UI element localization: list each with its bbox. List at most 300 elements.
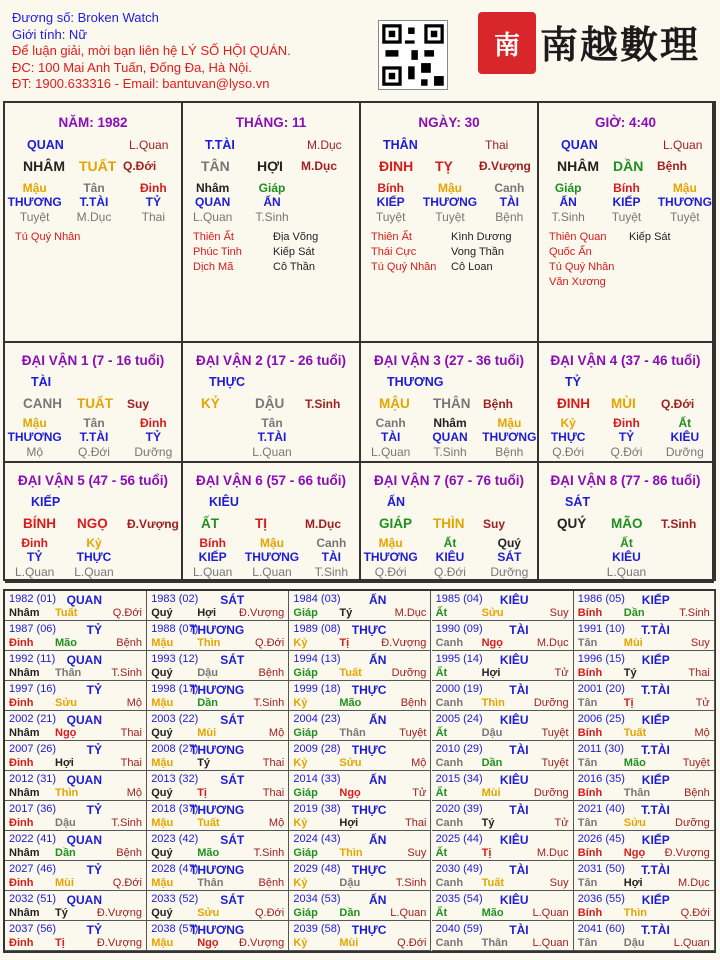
annual-cell bbox=[289, 591, 431, 621]
pillars-grid bbox=[3, 101, 716, 581]
life-stage: M.Dục bbox=[536, 847, 569, 859]
annual-year: 2006 (25) bbox=[577, 713, 625, 725]
annual-cell bbox=[5, 591, 147, 621]
annual-cell bbox=[5, 771, 147, 801]
star-name: Phúc Tinh bbox=[193, 246, 242, 258]
annual-year: 1994 (13) bbox=[293, 653, 341, 665]
luck-title: ĐẠI VẬN 4 (37 - 46 tuổi) bbox=[550, 353, 701, 368]
annual-year: 2040 (59) bbox=[435, 923, 483, 935]
life-stage: Đ.Vượng bbox=[239, 607, 285, 619]
life-stage: Thai bbox=[688, 667, 710, 679]
annual-cell bbox=[289, 711, 431, 741]
annual-year: 2015 (34) bbox=[435, 773, 483, 785]
earth-branch: Tuất bbox=[339, 667, 362, 679]
ten-god: T.TÀI bbox=[641, 923, 670, 937]
annual-cell bbox=[432, 711, 574, 741]
earth-branch: Thân bbox=[197, 877, 224, 889]
ten-god: THƯƠNG bbox=[190, 683, 245, 697]
heaven-stem: Ất bbox=[435, 667, 448, 679]
earth-branch: Thân bbox=[481, 937, 508, 949]
heaven-stem: Nhâm bbox=[9, 727, 40, 739]
ten-god: ẤN bbox=[369, 833, 387, 847]
annual-cell bbox=[432, 831, 574, 861]
annual-year: 1986 (05) bbox=[577, 593, 625, 605]
earth-branch: TUẤT bbox=[79, 158, 117, 174]
heaven-stem: Bính bbox=[577, 907, 603, 919]
hidden-god: THƯƠNG bbox=[482, 430, 537, 444]
stars-list bbox=[15, 230, 95, 245]
life-stage: Tử bbox=[554, 667, 569, 679]
ten-god: TÀI bbox=[509, 863, 529, 877]
star-name: Địa Võng bbox=[273, 231, 319, 243]
hidden-god: KIẾP bbox=[612, 195, 641, 209]
branch-state: Q.Đới bbox=[123, 159, 157, 173]
heaven-stem: NHÂM bbox=[557, 158, 599, 174]
annual-year: 1987 (06) bbox=[9, 623, 57, 635]
ten-god: TỶ bbox=[86, 683, 102, 697]
life-stage: Q.Đới bbox=[254, 907, 285, 919]
ten-god: THƯƠNG bbox=[387, 375, 444, 389]
ten-god: QUAN bbox=[561, 138, 598, 152]
annual-cell bbox=[574, 921, 715, 951]
annual-cell bbox=[432, 651, 574, 681]
heaven-stem: Bính bbox=[577, 727, 603, 739]
hidden-state: Q.Đới bbox=[610, 445, 643, 459]
annual-year: 1993 (12) bbox=[151, 653, 199, 665]
luck-cell bbox=[361, 343, 539, 463]
star-name: Thiên Ất bbox=[371, 231, 412, 243]
life-stage: T.Sinh bbox=[395, 877, 427, 889]
earth-branch: TỴ bbox=[435, 158, 453, 174]
hidden-god: KIẾP bbox=[376, 195, 405, 209]
annual-year: 2028 (47) bbox=[151, 863, 199, 875]
ten-god: T.TÀI bbox=[641, 803, 670, 817]
heaven-stem: Đinh bbox=[9, 937, 34, 949]
annual-cell bbox=[5, 711, 147, 741]
ten-god: THỰC bbox=[351, 743, 387, 757]
annual-year: 2001 (20) bbox=[577, 683, 625, 695]
annual-year: 2010 (29) bbox=[435, 743, 483, 755]
hidden-stem: Mậu bbox=[22, 416, 47, 430]
heaven-stem: Giáp bbox=[293, 727, 318, 739]
earth-branch: Dậu bbox=[197, 667, 218, 679]
hidden-god: THƯƠNG bbox=[657, 195, 712, 209]
hidden-state: T.Sinh bbox=[314, 565, 348, 579]
ten-god: T.TÀI bbox=[641, 863, 670, 877]
annual-year: 2014 (33) bbox=[293, 773, 341, 785]
life-stage: Tuyệt bbox=[541, 757, 569, 769]
heaven-stem: Đinh bbox=[9, 637, 34, 649]
heaven-stem: Giáp bbox=[293, 787, 318, 799]
luck-title: ĐẠI VẬN 1 (7 - 16 tuổi) bbox=[21, 353, 165, 368]
earth-branch: Dậu bbox=[623, 937, 645, 949]
annual-cell bbox=[289, 741, 431, 771]
earth-branch: Mão bbox=[197, 847, 220, 859]
life-stage: Mộ bbox=[126, 697, 142, 709]
earth-branch: Tuất bbox=[197, 817, 220, 829]
annual-cell bbox=[147, 651, 289, 681]
heaven-stem: Mậu bbox=[151, 757, 174, 769]
ten-god: KIẾP bbox=[641, 893, 670, 907]
life-stage: Bệnh bbox=[684, 787, 710, 799]
seal-logo: 南 bbox=[478, 12, 536, 74]
brand-logo: 南越數理 bbox=[540, 22, 701, 67]
annual-cell bbox=[432, 741, 574, 771]
ten-god: ẤN bbox=[369, 653, 387, 667]
annual-cell bbox=[147, 891, 289, 921]
earth-branch: Tuất bbox=[55, 607, 78, 619]
life-stage: Đ.Vượng bbox=[96, 937, 142, 949]
hidden-stem: Bính bbox=[199, 536, 226, 550]
star-name: Thái Cực bbox=[371, 246, 417, 258]
ten-god: TỶ bbox=[565, 375, 581, 389]
ten-god: QUAN bbox=[27, 138, 64, 152]
hidden-stem: Tân bbox=[83, 416, 105, 430]
earth-branch: Tuất bbox=[623, 727, 647, 739]
heaven-stem: Tân bbox=[577, 637, 598, 649]
earth-branch: Dần bbox=[339, 907, 361, 919]
earth-branch: Hợi bbox=[623, 877, 643, 889]
annual-cell bbox=[432, 591, 574, 621]
annual-year: 1985 (04) bbox=[435, 593, 483, 605]
life-stage: T.Sinh bbox=[111, 667, 142, 679]
annual-year: 1996 (15) bbox=[577, 653, 625, 665]
annual-year: 1999 (18) bbox=[293, 683, 341, 695]
annual-year: 2019 (38) bbox=[293, 803, 341, 815]
annual-cell bbox=[289, 621, 431, 651]
earth-branch: Mùi bbox=[339, 937, 359, 949]
annual-cell bbox=[5, 861, 147, 891]
annual-cell bbox=[432, 921, 574, 951]
earth-branch: Ngọ bbox=[197, 937, 219, 949]
annual-year: 2008 (27) bbox=[151, 743, 199, 755]
ten-god: KIẾP bbox=[641, 773, 670, 787]
hidden-stem: Mậu bbox=[497, 416, 522, 430]
luck-cell bbox=[183, 463, 361, 583]
heaven-stem: Bính bbox=[577, 667, 603, 679]
earth-branch: Mão bbox=[339, 697, 362, 709]
annual-cell bbox=[574, 591, 715, 621]
annual-year: 1988 (07) bbox=[151, 623, 199, 635]
stars-list bbox=[549, 230, 671, 290]
ten-god: SÁT bbox=[220, 833, 245, 847]
annual-cell bbox=[432, 861, 574, 891]
annual-cell bbox=[574, 651, 715, 681]
ten-god: KIẾP bbox=[31, 495, 61, 509]
heaven-stem: KỶ bbox=[201, 396, 220, 411]
life-stage: Q.Đới bbox=[680, 907, 710, 919]
annual-cell bbox=[289, 861, 431, 891]
ten-god: TÀI bbox=[509, 683, 529, 697]
heaven-stem: Mậu bbox=[151, 637, 174, 649]
ten-god: KIÊU bbox=[499, 893, 529, 907]
annual-cell bbox=[289, 921, 431, 951]
heaven-stem: Đinh bbox=[9, 817, 34, 829]
ten-god: QUAN bbox=[66, 713, 102, 727]
hidden-god: THƯƠNG bbox=[422, 195, 478, 209]
hidden-stem: Đinh bbox=[139, 416, 167, 430]
heaven-stem: Nhâm bbox=[9, 907, 40, 919]
ten-god: TỶ bbox=[86, 743, 102, 757]
annual-year: 2000 (19) bbox=[435, 683, 483, 695]
life-stage: Tử bbox=[695, 697, 710, 709]
life-stage: Thai bbox=[120, 727, 142, 739]
earth-branch: DẦN bbox=[613, 158, 644, 174]
earth-branch: Dần bbox=[623, 607, 645, 619]
ten-god: TÀI bbox=[509, 623, 529, 637]
star-name: Kình Dương bbox=[451, 231, 512, 243]
ten-god: TÀI bbox=[509, 923, 529, 937]
hidden-god: T.TÀI bbox=[79, 195, 109, 209]
hidden-state: Thai bbox=[141, 210, 165, 224]
ten-god: THÂN bbox=[383, 138, 418, 152]
pillar-title: GIỜ: 4:40 bbox=[594, 115, 657, 130]
hidden-state: Bệnh bbox=[495, 210, 524, 224]
hidden-stem: Mậu bbox=[437, 181, 462, 195]
ten-god: SÁT bbox=[220, 773, 245, 787]
life-stage: M.Dục bbox=[394, 607, 427, 619]
earth-branch: Thìn bbox=[623, 907, 648, 919]
stem-state: L.Quan bbox=[129, 138, 169, 152]
heaven-stem: CANH bbox=[23, 396, 62, 411]
ten-god: KIẾP bbox=[641, 833, 670, 847]
earth-branch: Tý bbox=[623, 667, 637, 679]
heaven-stem: Nhâm bbox=[9, 667, 40, 679]
hidden-state: M.Dục bbox=[76, 210, 112, 224]
hidden-state: L.Quan bbox=[370, 445, 411, 459]
heaven-stem: Đinh bbox=[9, 877, 34, 889]
heaven-stem: QUÝ bbox=[557, 516, 587, 531]
annual-cell bbox=[289, 771, 431, 801]
ten-god: THƯƠNG bbox=[190, 743, 245, 757]
hidden-stem: Quý bbox=[497, 536, 521, 550]
hidden-stem: Giáp bbox=[258, 181, 286, 195]
star-name: Vong Thần bbox=[451, 246, 505, 258]
annual-cell bbox=[289, 831, 431, 861]
life-stage: Dưỡng bbox=[391, 667, 427, 679]
annual-cell bbox=[147, 621, 289, 651]
hidden-god: TỶ bbox=[618, 430, 635, 444]
life-stage: M.Dục bbox=[536, 637, 569, 649]
hidden-state: L.Quan bbox=[192, 565, 233, 579]
annual-cell bbox=[147, 831, 289, 861]
hidden-stem: Bính bbox=[613, 181, 640, 195]
hidden-state: L.Quan bbox=[252, 445, 292, 459]
ten-god: SÁT bbox=[565, 495, 590, 509]
heaven-stem: Ất bbox=[435, 847, 448, 859]
hidden-state: Tuyệt bbox=[375, 210, 406, 224]
ten-god: QUAN bbox=[66, 893, 102, 907]
ten-god: THƯƠNG bbox=[190, 923, 245, 937]
star-name: Kiếp Sát bbox=[273, 246, 315, 258]
earth-branch: Tị bbox=[197, 787, 207, 799]
life-stage: L.Quan bbox=[673, 937, 710, 949]
annual-cell bbox=[5, 891, 147, 921]
annual-year: 1982 (01) bbox=[9, 593, 57, 605]
earth-branch: Ngọ bbox=[623, 847, 646, 859]
hidden-stem bbox=[124, 536, 183, 550]
hidden-god bbox=[124, 550, 183, 564]
annual-year: 2004 (23) bbox=[293, 713, 341, 725]
heaven-stem: Nhâm bbox=[9, 847, 40, 859]
hidden-state: L.Quan bbox=[192, 210, 233, 224]
annual-year: 2005 (24) bbox=[435, 713, 483, 725]
branch-state: M.Dục bbox=[305, 517, 341, 531]
stem-state: L.Quan bbox=[663, 138, 703, 152]
annual-cell bbox=[574, 741, 715, 771]
heaven-stem: Ất bbox=[435, 607, 448, 619]
earth-branch: Sửu bbox=[339, 757, 362, 769]
hidden-god: TÀI bbox=[380, 430, 401, 444]
hidden-state: Bệnh bbox=[495, 445, 524, 459]
hidden-god: TÀI bbox=[499, 195, 519, 209]
life-stage: Mộ bbox=[411, 757, 427, 769]
heaven-stem: Kỷ bbox=[293, 937, 308, 949]
hidden-god: QUAN bbox=[432, 430, 468, 444]
heaven-stem: Kỷ bbox=[293, 817, 308, 829]
hidden-god: THỰC bbox=[550, 430, 586, 444]
luck-cell bbox=[361, 463, 539, 583]
ten-god: KIẾP bbox=[641, 593, 670, 607]
hidden-stem: Mậu bbox=[259, 536, 284, 550]
annual-year: 2021 (40) bbox=[577, 803, 625, 815]
life-stage: Thai bbox=[262, 787, 285, 799]
life-stage: Bệnh bbox=[400, 697, 427, 709]
hidden-state bbox=[656, 565, 714, 579]
pillar-title: THÁNG: 11 bbox=[235, 115, 307, 130]
life-stage: Q.Đới bbox=[254, 637, 285, 649]
annual-year: 2034 (53) bbox=[293, 893, 341, 905]
annual-cell bbox=[147, 711, 289, 741]
life-stage: Dưỡng bbox=[533, 697, 569, 709]
annual-cell bbox=[432, 891, 574, 921]
heaven-stem: Canh bbox=[435, 757, 464, 769]
hidden-state: Tuyệt bbox=[670, 210, 700, 224]
heaven-stem: NHÂM bbox=[23, 158, 65, 174]
life-stage: Mộ bbox=[268, 727, 285, 739]
life-stage: Thai bbox=[262, 757, 285, 769]
hidden-god: ẤN bbox=[263, 195, 281, 209]
ten-god: ẤN bbox=[369, 593, 387, 607]
earth-branch: Dần bbox=[481, 757, 503, 769]
luck-title: ĐẠI VẬN 8 (77 - 86 tuổi) bbox=[550, 473, 701, 488]
hidden-god: THƯƠNG bbox=[363, 550, 418, 564]
life-stage: Tuyệt bbox=[399, 727, 427, 739]
ten-god: QUAN bbox=[66, 773, 102, 787]
earth-branch: Thìn bbox=[197, 637, 221, 649]
heaven-stem: Tân bbox=[577, 817, 598, 829]
hidden-god: THƯƠNG bbox=[7, 195, 62, 209]
hidden-stem: Tân bbox=[83, 181, 105, 195]
heaven-stem: Tân bbox=[577, 757, 598, 769]
star-name: Tú Quý Nhân bbox=[371, 261, 437, 273]
heaven-stem: Quý bbox=[151, 847, 173, 859]
ten-god: TỶ bbox=[86, 803, 102, 817]
hidden-god: THƯƠNG bbox=[244, 550, 300, 564]
annual-cell bbox=[574, 771, 715, 801]
hidden-stem: Bính bbox=[377, 181, 404, 195]
ten-god: T.TÀI bbox=[641, 623, 670, 637]
heaven-stem: Kỷ bbox=[293, 757, 308, 769]
luck-title: ĐẠI VẬN 7 (67 - 76 tuổi) bbox=[373, 473, 525, 488]
life-stage: T.Sinh bbox=[679, 607, 710, 619]
annual-year: 2030 (49) bbox=[435, 863, 483, 875]
annual-year: 2013 (32) bbox=[151, 773, 199, 785]
heaven-stem: Quý bbox=[151, 607, 173, 619]
earth-branch: Thân bbox=[623, 787, 651, 799]
header-info bbox=[12, 10, 291, 93]
life-stage: Dưỡng bbox=[675, 817, 710, 829]
annual-year: 2031 (50) bbox=[577, 863, 625, 875]
ten-god: SÁT bbox=[220, 893, 245, 907]
hidden-god bbox=[302, 430, 361, 444]
annual-year: 2009 (28) bbox=[293, 743, 341, 755]
hidden-stem bbox=[656, 536, 714, 550]
star-name: Quốc Ấn bbox=[549, 246, 592, 258]
hidden-state: L.Quan bbox=[74, 565, 114, 579]
life-stage: Tử bbox=[412, 787, 427, 799]
heaven-stem: BÍNH bbox=[23, 516, 56, 531]
hidden-god: THỰC bbox=[76, 550, 112, 564]
ten-god: KIẾP bbox=[641, 653, 670, 667]
annual-year: 2036 (55) bbox=[577, 893, 625, 905]
stars-list bbox=[193, 230, 318, 275]
heaven-stem: Nhâm bbox=[9, 787, 40, 799]
earth-branch: Mùi bbox=[55, 877, 74, 889]
life-stage: T.Sinh bbox=[253, 847, 285, 859]
luck-cell bbox=[539, 463, 714, 583]
earth-branch: Sửu bbox=[197, 907, 220, 919]
hidden-stem bbox=[302, 416, 361, 430]
life-stage: T.Sinh bbox=[111, 817, 142, 829]
hidden-god: KIÊU bbox=[435, 550, 465, 564]
hidden-state: Tuyệt bbox=[435, 210, 465, 224]
owner-name: Đương số: Broken Watch bbox=[12, 10, 159, 25]
annual-cell bbox=[5, 801, 147, 831]
life-stage: L.Quan bbox=[532, 937, 569, 949]
hidden-god: KIẾP bbox=[198, 550, 227, 564]
hidden-stem: Canh bbox=[494, 181, 525, 195]
earth-branch: Sửu bbox=[623, 817, 646, 829]
star-name: Thiên Ất bbox=[193, 231, 234, 243]
branch-state: Suy bbox=[127, 397, 150, 411]
annual-cell bbox=[574, 861, 715, 891]
pillar-title: NĂM: 1982 bbox=[58, 115, 128, 130]
annual-cell bbox=[289, 651, 431, 681]
earth-branch: Hợi bbox=[197, 607, 217, 619]
address: ĐC: 100 Mai Anh Tuấn, Đống Đa, Hà Nội. bbox=[12, 59, 252, 75]
annual-cell bbox=[147, 921, 289, 951]
earth-branch: Thìn bbox=[481, 697, 505, 709]
hidden-stem: Nhâm bbox=[433, 416, 467, 430]
pillar-title: NGÀY: 30 bbox=[418, 115, 480, 130]
star-name: Tú Quý Nhân bbox=[15, 231, 81, 243]
star-name: Văn Xương bbox=[549, 276, 606, 288]
annual-year: 1997 (16) bbox=[9, 683, 57, 695]
life-stage: Tuyệt bbox=[541, 727, 569, 739]
heaven-stem: Tân bbox=[577, 937, 598, 949]
life-stage: L.Quan bbox=[532, 907, 569, 919]
ten-god: ẤN bbox=[369, 893, 387, 907]
life-stage: Bệnh bbox=[116, 637, 142, 649]
hidden-state: Q.Đới bbox=[78, 445, 110, 459]
earth-branch: Tý bbox=[55, 907, 68, 919]
heaven-stem: Bính bbox=[577, 787, 603, 799]
annual-cell bbox=[289, 891, 431, 921]
branch-state: T.Sinh bbox=[305, 397, 341, 411]
hidden-stem: Kỷ bbox=[560, 416, 576, 430]
earth-branch: Mùi bbox=[481, 787, 501, 799]
